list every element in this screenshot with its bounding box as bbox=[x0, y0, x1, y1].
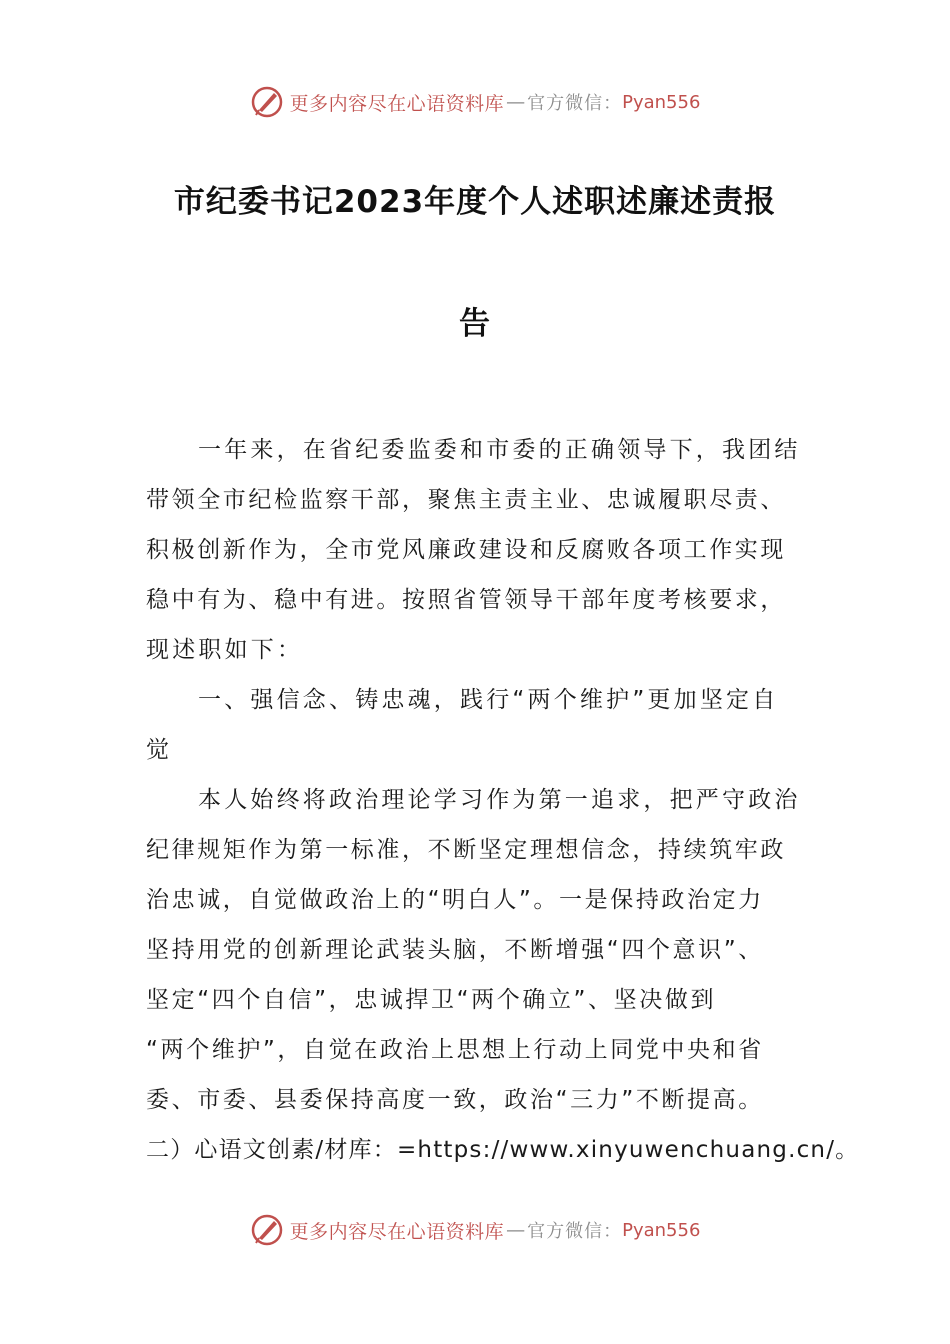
document-title-line-1: 市纪委书记2023年度个人述职述廉述责报 bbox=[173, 184, 777, 220]
section-heading: 一、强信念、铸忠魂，践行“两个维护”更加坚定自 bbox=[198, 687, 779, 713]
quill-logo-icon bbox=[250, 1213, 284, 1247]
body-line: 稳中有为、稳中有进。按照省管领导干部年度考核要求， bbox=[146, 587, 786, 613]
banner-separator: — bbox=[506, 1219, 526, 1241]
banner-wechat-id: Pyan556 bbox=[622, 91, 701, 113]
body-line: 带领全市纪检监察干部，聚焦主责主业、忠诚履职尽责、 bbox=[146, 487, 786, 513]
banner-separator: — bbox=[506, 91, 526, 113]
document-title-line-2: 告 bbox=[459, 306, 491, 342]
body-line: 积极创新作为，全市党风廉政建设和反腐败各项工作实现 bbox=[146, 537, 786, 563]
body-line: 现述职如下： bbox=[146, 637, 304, 663]
banner-wechat-label: 官方微信： bbox=[527, 1221, 623, 1242]
banner-wechat-id: Pyan556 bbox=[622, 1219, 701, 1241]
body-line: 一年来，在省纪委监委和市委的正确领导下，我团结 bbox=[198, 437, 801, 463]
body-line: 坚持用党的创新理论武装头脑，不断增强“四个意识”、 bbox=[146, 937, 764, 963]
body-line-url: 二）心语文创素/材库：=https://www.xinyuwenchuang.cn/。 bbox=[146, 1137, 860, 1163]
banner-text: 更多内容尽在心语资料库 bbox=[289, 92, 505, 115]
body-line: 纪律规矩作为第一标准，不断坚定理想信念，持续筑牢政 bbox=[146, 837, 786, 863]
footer-banner bbox=[0, 1210, 950, 1250]
banner-wechat-label: 官方微信： bbox=[527, 93, 623, 114]
document-body bbox=[146, 430, 860, 1180]
body-line: 治忠诚，自觉做政治上的“明白人”。一是保持政治定力 bbox=[146, 887, 764, 913]
body-line: “两个维护”，自觉在政治上思想上行动上同党中央和省 bbox=[146, 1037, 764, 1063]
body-line: 本人始终将政治理论学习作为第一追求，把严守政治 bbox=[198, 787, 801, 813]
body-line: 坚定“四个自信”，忠诚捍卫“两个确立”、坚决做到 bbox=[146, 987, 717, 1013]
quill-logo-icon bbox=[250, 85, 284, 119]
section-heading-continued: 觉 bbox=[146, 737, 173, 763]
banner-text: 更多内容尽在心语资料库 bbox=[289, 1220, 505, 1243]
header-banner bbox=[0, 82, 950, 122]
body-line: 委、市委、县委保持高度一致，政治“三力”不断提高。 bbox=[146, 1087, 764, 1113]
